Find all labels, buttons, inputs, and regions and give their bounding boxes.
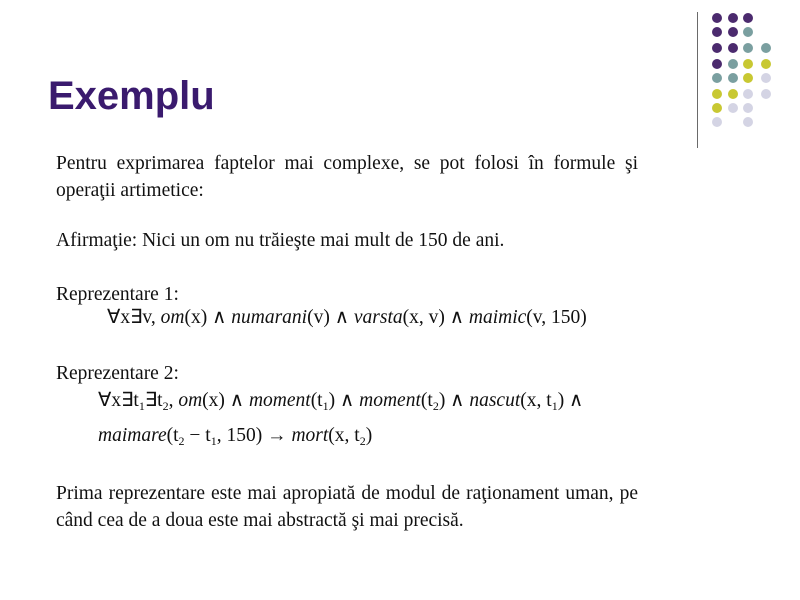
- decor-dot: [712, 43, 722, 53]
- decor-dot: [728, 89, 738, 99]
- decor-dot: [728, 103, 738, 113]
- decor-dot: [712, 117, 722, 127]
- decor-dot: [761, 73, 771, 83]
- decor-vertical-line: [697, 12, 698, 148]
- decor-dot: [712, 13, 722, 23]
- conclusion-paragraph: Prima reprezentare este mai apropiată de modul de raţionament uman, pe când cea de a doua este mai abstractă şi mai precisă.: [56, 483, 638, 531]
- decor-dot: [712, 103, 722, 113]
- statement-text: Afirmaţie: Nici un om nu trăieşte mai mult de 150 de ani.: [56, 230, 505, 251]
- decor-dot: [728, 27, 738, 37]
- decor-dot: [761, 89, 771, 99]
- representation-2-label: Reprezentare 2:: [56, 363, 179, 384]
- decor-dot: [728, 73, 738, 83]
- decor-dot: [712, 27, 722, 37]
- slide-title: Exemplu: [48, 74, 215, 118]
- decor-dot: [761, 43, 771, 53]
- decor-dot: [743, 59, 753, 69]
- decor-dot: [743, 43, 753, 53]
- decor-dot: [743, 13, 753, 23]
- decor-dot: [761, 59, 771, 69]
- decor-dot: [743, 73, 753, 83]
- decor-dot: [743, 27, 753, 37]
- representation-2-formula-line-2: $maimare(t_2 - t_1$, 150) → mort(x, $t_2$): [98, 425, 373, 448]
- representation-2-formula-line-1: $\forall x\exists t_1\exists t_2$, om(x) ∧ $moment(t_1)$ ∧ $moment(t_2)$ ∧ nascut(x, $t_1$) ∧: [98, 390, 584, 413]
- decor-dot: [712, 89, 722, 99]
- decor-dot: [743, 103, 753, 113]
- intro-paragraph: Pentru exprimarea faptelor mai complexe, se pot folosi în formule şi operaţii artimetice:: [56, 153, 638, 201]
- decor-dot: [712, 59, 722, 69]
- decor-dot: [743, 117, 753, 127]
- representation-1-formula: ∀x∃v, om(x) ∧ numarani(v) ∧ varsta(x, v) ∧ maimic(v, 150): [107, 307, 587, 328]
- representation-1-label: Reprezentare 1:: [56, 284, 179, 305]
- decor-dot: [743, 89, 753, 99]
- decor-dot: [712, 73, 722, 83]
- decor-dot: [728, 43, 738, 53]
- decor-dot: [728, 13, 738, 23]
- decor-dot: [728, 59, 738, 69]
